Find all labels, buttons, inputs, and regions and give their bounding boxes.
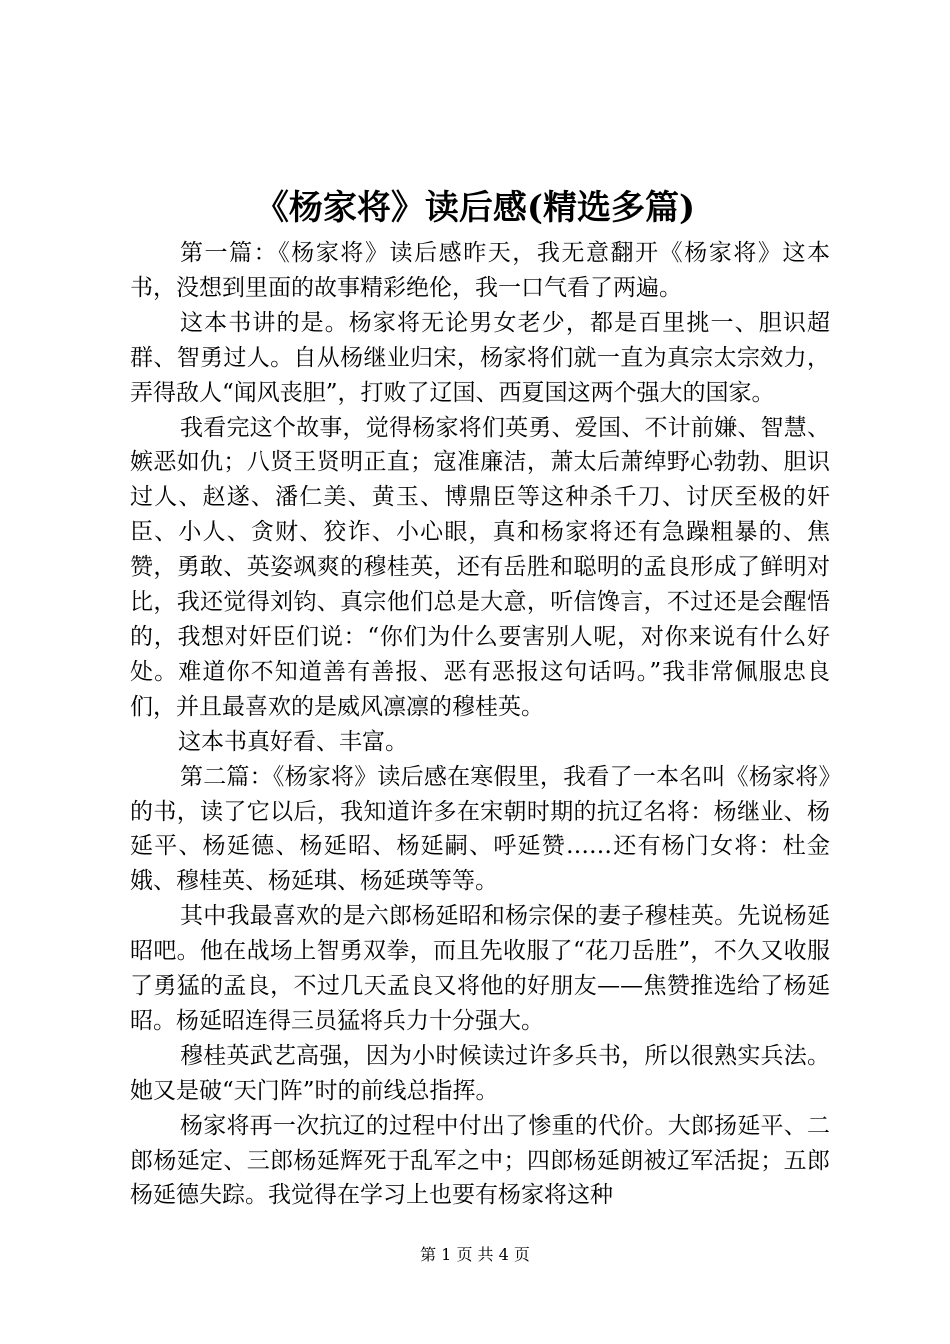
document-body: [130, 236, 830, 1213]
paragraph: 穆桂英武艺高强，因为小时候读过许多兵书，所以很熟实兵法。她又是破“天门阵”时的前线总指挥。: [130, 1042, 830, 1104]
document-title: 《杨家将》读后感(精选多篇): [254, 188, 696, 228]
paragraph: 这本书讲的是。杨家将无论男女老少，都是百里挑一、胆识超群、智勇过人。自从杨继业归宋，杨家将们就一直为真宗太宗效力，弄得敌人“闻风丧胆”，打败了辽国、西夏国这两个强大的国家。: [130, 309, 830, 406]
paragraph: 其中我最喜欢的是六郎杨延昭和杨宗保的妻子穆桂英。先说杨延昭吧。他在战场上智勇双拳，而且先收服了“花刀岳胜”，不久又收服了勇猛的孟良，不过几天孟良又将他的好朋友——焦赞推选给了杨延昭。杨延昭连得三员猛将兵力十分强大。: [130, 903, 830, 1034]
paragraph: 我看完这个故事，觉得杨家将们英勇、爱国、不计前嫌、智慧、嫉恶如仇；八贤王贤明正直；寇准廉洁，萧太后萧绰野心勃勃、胆识过人、赵遂、潘仁美、黄玉、博鼎臣等这种杀千刀、讨厌至极的奸臣、小人、贪财、狡诈、小心眼，真和杨家将还有急躁粗暴的、焦赞，勇敢、英姿飒爽的穆桂英，还有岳胜和聪明的孟良形成了鲜明对比，我还觉得刘钧、真宗他们总是大意，听信馋言，不过还是会醒悟的，我想对奸臣们说：“你们为什么要害别人呢，对你来说有什么好处。难道你不知道善有善报、恶有恶报这句话吗。”我非常佩服忠良们，并且最喜欢的是威风凛凛的穆桂英。: [130, 414, 830, 720]
paragraph: 第一篇：《杨家将》读后感昨天，我无意翻开《杨家将》这本书，没想到里面的故事精彩绝伦，我一口气看了两遍。: [130, 240, 830, 301]
page-footer: 第 1 页 共 4 页: [420, 1245, 530, 1264]
paragraph: 第二篇：《杨家将》读后感在寒假里，我看了一本名叫《杨家将》的书，读了它以后，我知道许多在宋朝时期的抗辽名将：杨继业、杨延平、杨延德、杨延昭、杨延嗣、呼延赞……还有杨门女将：杜金娥、穆桂英、杨延琪、杨延瑛等等。: [130, 763, 830, 895]
paragraph: 这本书真好看、丰富。: [178, 728, 408, 755]
paragraph: 杨家将再一次抗辽的过程中付出了惨重的代价。大郎扬延平、二郎杨延定、三郎杨延辉死于乱军之中；四郎杨延朗被辽军活捉；五郎杨延德失踪。我觉得在学习上也要有杨家将这种: [130, 1112, 830, 1209]
